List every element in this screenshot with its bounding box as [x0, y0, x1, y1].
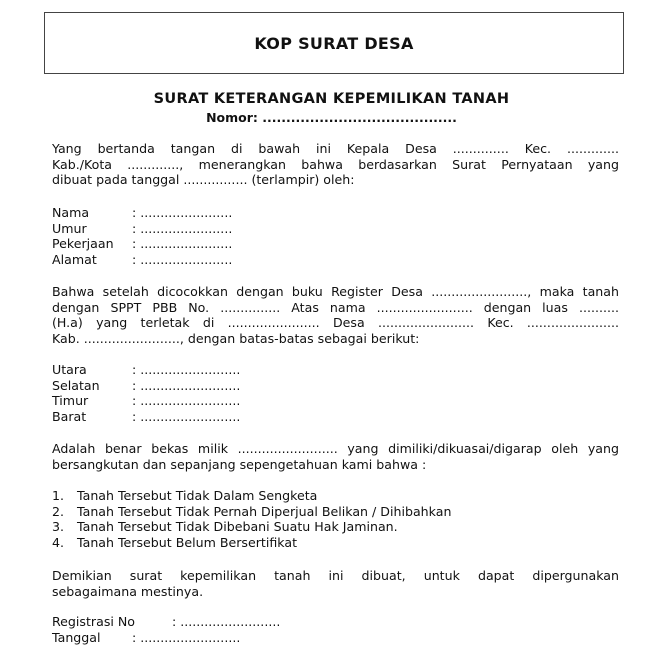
document-number: Nomor: ......................................... — [206, 110, 457, 125]
list-text: Tanah Tersebut Tidak Dalam Sengketa — [77, 488, 318, 503]
field-value: : ......................... — [132, 377, 241, 393]
border-barat — [52, 409, 240, 425]
list-item — [52, 519, 451, 535]
paragraph-line: sebagaimana mestinya. — [52, 583, 204, 599]
field-alamat — [52, 252, 232, 268]
field-label: Alamat — [52, 251, 97, 267]
registration-date — [52, 630, 240, 646]
list-number: 1. — [52, 488, 65, 503]
paragraph-line: Demikian surat kepemilikan tanah ini dibuat, untuk dapat dipergunakan — [52, 568, 619, 583]
field-label: Barat — [52, 408, 87, 424]
field-label: Pekerjaan — [52, 236, 114, 252]
field-value: : ......................... — [132, 393, 241, 409]
list-item — [52, 504, 451, 520]
list-number: 2. — [52, 503, 65, 519]
paragraph-line: dengan SPPT PBB No. ............... Atas nama ........................ dengan luas .......... — [52, 299, 619, 315]
paragraph-line: Kab. ........................, dengan batas-batas sebagai berikut: — [52, 330, 420, 346]
list-text: Tanah Tersebut Tidak Pernah Diperjual Belikan / Dihibahkan — [77, 503, 452, 519]
border-selatan — [52, 378, 240, 394]
border-utara — [52, 362, 240, 378]
list-text: Tanah Tersebut Belum Bersertifikat — [77, 534, 298, 550]
paragraph-line: Bahwa setelah dicocokkan dengan buku Register Desa ........................, maka tanah — [52, 284, 619, 299]
list-number: 3. — [52, 519, 65, 535]
list-item — [52, 535, 451, 551]
field-label: Nama — [52, 205, 90, 220]
list-number: 4. — [52, 534, 65, 550]
field-value: : ......................... — [132, 408, 241, 424]
field-value: : ....................... — [132, 205, 233, 220]
document-title: SURAT KETERANGAN KEPEMILIKAN TANAH — [153, 91, 510, 107]
paragraph-line: Kab./Kota ............., menerangkan bahwa berdasarkan Surat Pernyataan yang — [52, 156, 619, 172]
statement-list — [52, 488, 451, 550]
letterhead-title: KOP SURAT DESA — [254, 33, 414, 53]
field-label: Selatan — [52, 377, 100, 393]
field-value: : ......................... — [172, 614, 281, 629]
field-value: : ......................... — [132, 629, 241, 645]
field-value: : ....................... — [132, 220, 233, 236]
field-umur — [52, 221, 232, 237]
paragraph-line: bersangkutan dan sepanjang sepengetahuan kami bahwa : — [52, 456, 427, 472]
field-label: Tanggal — [52, 629, 101, 645]
list-item — [52, 488, 451, 504]
intro-paragraph — [52, 141, 619, 188]
register-paragraph — [52, 284, 619, 346]
closing-paragraph — [52, 568, 619, 599]
paragraph-line: Yang bertanda tangan di bawah ini Kepala Desa .............. Kec. ............. — [52, 141, 619, 156]
field-pekerjaan — [52, 236, 232, 252]
border-timur — [52, 393, 240, 409]
owner-paragraph — [52, 441, 619, 472]
field-label: Utara — [52, 362, 87, 377]
paragraph-line: Adalah benar bekas milik ......................... yang dimiliki/dikuasai/digarap oleh yang — [52, 441, 619, 456]
registration-number — [52, 614, 280, 630]
field-value: : ....................... — [132, 251, 233, 267]
field-label: Registrasi No — [52, 614, 136, 629]
letterhead-box — [44, 12, 624, 74]
field-value: : ......................... — [132, 362, 241, 377]
list-text: Tanah Tersebut Tidak Dibebani Suatu Hak Jaminan. — [77, 519, 398, 535]
field-nama — [52, 205, 232, 221]
field-label: Umur — [52, 220, 87, 236]
paragraph-line: (H.a) yang terletak di ....................... Desa ........................ Kec. ....................... — [52, 315, 619, 331]
field-label: Timur — [52, 393, 89, 409]
field-value: : ....................... — [132, 236, 233, 252]
paragraph-line: dibuat pada tanggal ................ (terlampir) oleh: — [52, 172, 355, 188]
